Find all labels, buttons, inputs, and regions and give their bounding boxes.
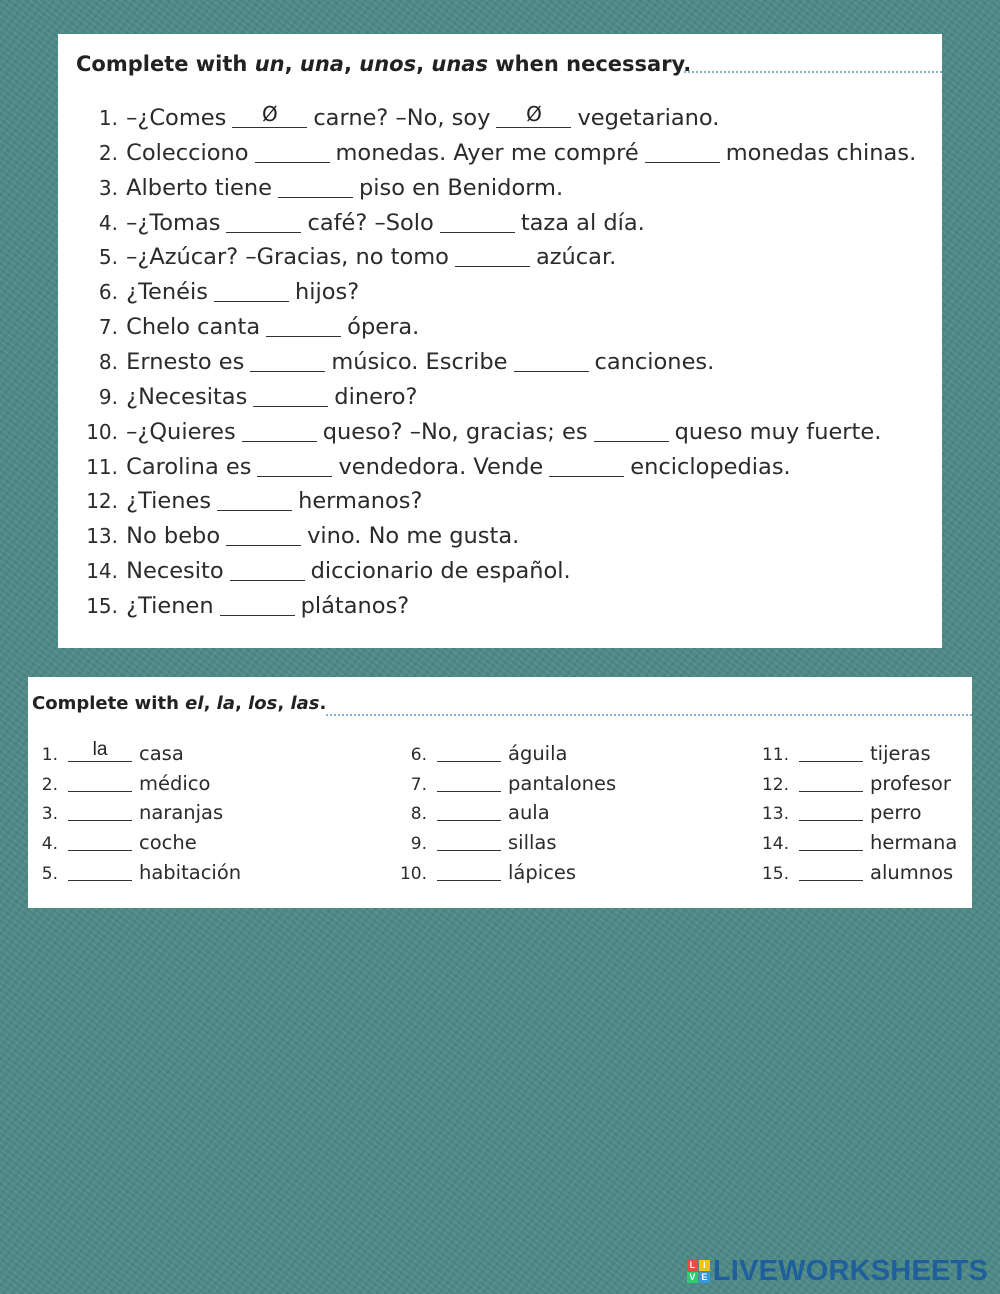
item-number: 8. (410, 804, 427, 825)
answer-text: Ø (261, 102, 278, 126)
exercise-1-item (76, 519, 519, 554)
exercise-1-item (76, 136, 916, 171)
item-word: casa (139, 742, 184, 765)
item-number: 11. (86, 454, 118, 479)
item-number: 8. (98, 349, 118, 374)
exercise-1-item (76, 589, 409, 624)
answer-blank[interactable] (437, 800, 501, 821)
item-text: queso muy fuerte. (674, 418, 882, 445)
answer-blank[interactable] (257, 454, 332, 477)
item-number: 1. (41, 745, 58, 765)
answer-blank[interactable] (799, 771, 863, 792)
item-text: hermanos? (298, 488, 423, 515)
answer-blank[interactable] (496, 102, 571, 128)
item-text: No bebo (126, 523, 221, 550)
item-number: 5. (98, 245, 118, 270)
answer-blank[interactable] (437, 741, 501, 762)
item-number: 7. (98, 315, 118, 340)
item-number: 6. (98, 280, 118, 305)
answer-blank[interactable] (68, 771, 132, 792)
item-text: ópera. (347, 314, 420, 341)
exercise-2-item (28, 828, 197, 858)
logo-letter: V (687, 1272, 698, 1283)
item-text: vino. No me gusta. (307, 523, 520, 550)
item-word: médico (139, 771, 211, 795)
answer-blank[interactable] (455, 244, 530, 267)
item-number: 7. (410, 774, 427, 795)
exercise-2-item (755, 828, 957, 858)
item-word: pantalones (508, 771, 617, 795)
exercise-1-instruction: Complete with un, una, unos, unas when necessary. (76, 52, 692, 76)
item-text: ¿Necesitas (126, 383, 248, 410)
item-number: 10. (399, 863, 427, 884)
item-text: Alberto tiene (126, 174, 272, 201)
item-number: 9. (410, 834, 427, 855)
item-number: 9. (98, 384, 118, 409)
item-word: hermana (870, 831, 958, 855)
item-text: ¿Tenéis (126, 279, 208, 306)
answer-blank[interactable] (214, 279, 289, 302)
item-number: 1. (98, 106, 118, 130)
logo-text: LIVEWORKSHEETS (712, 1254, 988, 1287)
item-text: Ernesto es (126, 348, 245, 375)
item-word: perro (870, 801, 922, 825)
exercise-2-item (391, 739, 567, 769)
item-text: Carolina es (126, 453, 252, 480)
exercise-1-item (76, 240, 616, 275)
exercise-1-item (76, 484, 422, 519)
answer-blank[interactable] (250, 349, 325, 372)
logo-letter: E (699, 1272, 710, 1283)
answer-blank[interactable] (549, 454, 624, 477)
answer-text: la (92, 739, 108, 760)
logo-letter: I (699, 1260, 710, 1271)
logo-letter: L (687, 1260, 698, 1271)
answer-blank[interactable] (232, 102, 307, 128)
item-text: Necesito (126, 558, 224, 585)
exercise-1-item (76, 206, 645, 241)
item-text: dinero? (334, 383, 418, 410)
exercise-2-item (391, 858, 576, 888)
answer-blank[interactable] (594, 419, 669, 442)
item-number: 15. (86, 593, 118, 618)
answer-blank[interactable] (68, 800, 132, 821)
logo-icon (687, 1260, 710, 1283)
answer-blank[interactable] (437, 771, 501, 792)
answer-blank[interactable] (220, 593, 295, 616)
answer-blank[interactable] (645, 140, 720, 163)
exercise-1-item (76, 380, 417, 415)
answer-blank[interactable] (799, 800, 863, 821)
item-text: Colecciono (126, 139, 249, 166)
item-text: músico. Escribe (331, 348, 508, 375)
item-word: aula (508, 801, 550, 825)
item-text: –¿Azúcar? –Gracias, no tomo (126, 244, 449, 271)
item-text: vendedora. Vende (338, 453, 544, 480)
item-number: 4. (41, 834, 58, 855)
item-number: 13. (86, 524, 118, 549)
answer-blank[interactable] (253, 384, 328, 407)
dotted-divider (684, 71, 942, 73)
exercise-2-item (28, 798, 223, 828)
item-word: naranjas (139, 801, 224, 825)
item-word: alumnos (870, 860, 954, 884)
answer-blank[interactable] (799, 860, 863, 881)
item-text: monedas chinas. (725, 139, 917, 166)
item-word: sillas (508, 831, 557, 855)
answer-blank[interactable] (68, 830, 132, 851)
exercise-1-item (76, 275, 359, 310)
answer-blank[interactable] (514, 349, 589, 372)
answer-blank[interactable] (68, 860, 132, 881)
exercise-1-item (76, 415, 881, 450)
answer-blank[interactable] (440, 210, 515, 233)
item-text: taza al día. (520, 209, 645, 236)
item-text: plátanos? (300, 592, 410, 619)
item-number: 6. (410, 745, 427, 765)
item-word: águila (508, 742, 568, 765)
item-text: enciclopedias. (630, 453, 791, 480)
answer-blank[interactable] (226, 210, 301, 233)
item-number: 5. (41, 863, 58, 884)
item-text: café? –Solo (307, 209, 434, 236)
exercise-2-item (391, 769, 616, 799)
item-number: 3. (41, 804, 58, 825)
item-text: azúcar. (535, 244, 617, 271)
answer-blank[interactable] (230, 558, 305, 581)
answer-blank[interactable] (799, 741, 863, 762)
item-word: lápices (508, 860, 577, 884)
answer-blank[interactable] (266, 314, 341, 337)
item-number: 11. (761, 745, 789, 765)
exercise-2-item (755, 798, 922, 828)
answer-blank[interactable] (226, 523, 301, 546)
item-text: diccionario de español. (310, 558, 571, 585)
exercise-1-item (76, 101, 719, 136)
item-number: 13. (761, 804, 789, 825)
item-number: 2. (41, 774, 58, 795)
item-text: –¿Comes (126, 105, 227, 131)
answer-blank[interactable] (799, 830, 863, 851)
item-text: ¿Tienes (126, 488, 212, 515)
item-text: –¿Quieres (126, 418, 236, 445)
item-text: queso? –No, gracias; es (322, 418, 588, 445)
answer-blank[interactable] (217, 488, 292, 511)
exercise-2-item (755, 858, 953, 888)
answer-blank[interactable] (255, 140, 330, 163)
exercise-2-panel (28, 677, 972, 908)
item-number: 14. (761, 834, 789, 855)
item-number: 12. (761, 774, 789, 795)
item-text: vegetariano. (577, 105, 720, 131)
exercise-2-item (28, 858, 241, 888)
answer-text: Ø (526, 102, 542, 126)
exercise-2-item (755, 739, 931, 769)
liveworksheets-logo (687, 1256, 988, 1286)
exercise-2-item (28, 739, 184, 769)
item-word: tijeras (870, 742, 931, 765)
exercise-2-item (755, 769, 951, 799)
item-text: –¿Tomas (126, 209, 221, 236)
exercise-1-panel (58, 34, 942, 648)
item-number: 3. (98, 175, 118, 200)
item-word: coche (139, 831, 197, 855)
item-word: profesor (870, 771, 951, 795)
item-text: monedas. Ayer me compré (335, 139, 639, 166)
answer-blank[interactable] (68, 741, 132, 762)
exercise-1-item (76, 171, 563, 206)
item-number: 12. (86, 489, 118, 514)
item-number: 4. (98, 210, 118, 235)
exercise-1-item (76, 345, 714, 380)
item-text: canciones. (594, 348, 715, 375)
item-word: habitación (139, 860, 242, 884)
dotted-divider (326, 714, 972, 716)
answer-blank[interactable] (437, 860, 501, 881)
item-text: Chelo canta (126, 314, 261, 341)
item-number: 15. (761, 863, 789, 884)
answer-blank[interactable] (242, 419, 317, 442)
exercise-1-item (76, 554, 571, 589)
exercise-2-item (28, 769, 210, 799)
exercise-1-item (76, 450, 791, 485)
item-number: 10. (86, 419, 118, 444)
item-text: hijos? (294, 279, 360, 306)
item-number: 14. (86, 559, 118, 584)
exercise-2-item (391, 798, 550, 828)
item-text: piso en Benidorm. (358, 174, 564, 201)
item-text: carne? –No, soy (313, 105, 491, 131)
item-text: ¿Tienen (126, 592, 214, 619)
answer-blank[interactable] (278, 175, 353, 198)
exercise-1-item (76, 310, 419, 345)
exercise-2-instruction: Complete with el, la, los, las. (32, 693, 327, 714)
exercise-2-item (391, 828, 557, 858)
answer-blank[interactable] (437, 830, 501, 851)
item-number: 2. (98, 140, 118, 165)
